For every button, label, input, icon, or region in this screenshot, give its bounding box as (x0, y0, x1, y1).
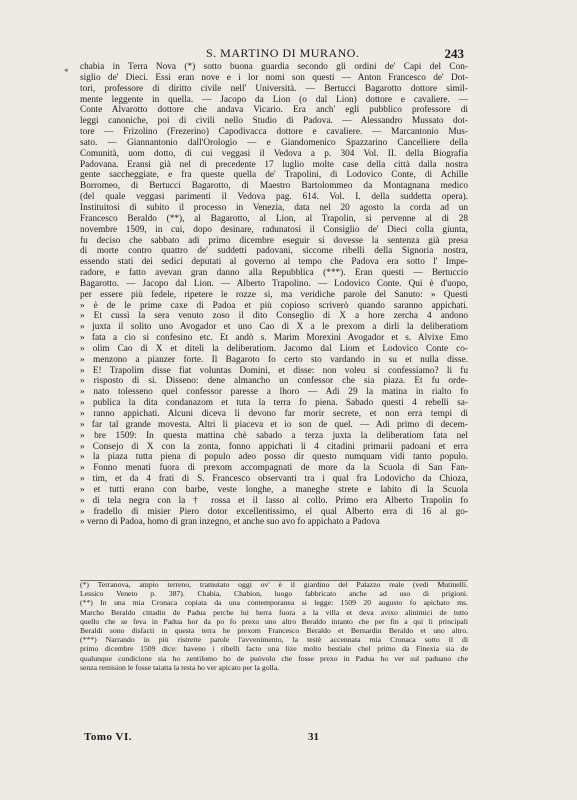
text-line: di morte contro quattro de' suddetti padovani, siccome ribelli della Signoria nostra, (80, 246, 468, 257)
text-line: tori, professore di diritto civile nell' Università. — Bertucci Bagarotto dottore simil- (80, 83, 468, 94)
page-header (96, 46, 464, 60)
text-line: » Fonno menati fuora di prexom accompagnati de more da la Scuola di San Fan- (80, 463, 468, 474)
text-line: » menzono a pianzer forte. Il Bagaroto fo certo sto vardando in su et nulla disse. (80, 354, 468, 365)
text-line: leggi canoniche, poi di civili nello Studio di Padova. — Alessandro Mussato dot- (80, 116, 468, 127)
text-line: Conte Alvarotto dottore che andava Vicario. Era anch' egli pubblico professore di (80, 105, 468, 116)
text-line: » verno di Padoa, homo di gran inzegno, et anche suo avo fo appichato a Padova (80, 517, 380, 528)
volume-label: Tomo VI. (84, 731, 133, 743)
text-line: essendo stati dei sedici deputati al governo al tempo che Padova era sotto l' Impe- (80, 257, 468, 268)
text-line: novembre 1509, in cui, dopo desinare, radunatosi il Consiglio de' Dieci colla giunta, (80, 224, 468, 235)
footnote-line: (*) Terranova, ampio terreno, tramutato oggi ov' è il giardino del Palazzo reale (vedi Mutinelli. (80, 580, 468, 589)
footnote-line: Beraldi sono disfacti in questa terra he prexom Francesco Beraldo et Bernardin Beraldo et uno altro. (80, 626, 468, 636)
text-line: » juxta il solito uno Avogador et uno Cao di X a le prexom a dirli la deliberatiom (80, 322, 468, 333)
footnote-line: qualunque condicione sia ho zentilomo ho de puòvolo che fosse prexo in Padua ho ver sul paduano che (80, 653, 468, 663)
text-line: (del quale veggasi parimenti il Vedova pag. 614. Vol. I. della suddetta opera). (80, 192, 468, 203)
footnote-line: (**) In una mia Cronaca copiata da una contemporanea si legge: 1509 20 augusto fo apichato ms. (80, 598, 468, 608)
text-line: chabia in Terra Nova (*) sotto buona guardia secondo gli ordini de' Capi del Con- (80, 62, 468, 72)
text-line: » far tal grande movesta. Altri li piaceva et io son de quel. — Adi primo di decem- (80, 419, 468, 430)
text-line: sato. — Giannantonio dall'Orologio — e Giandomenico Spazzarino Cancelliere della (80, 137, 468, 148)
text-line: » risposto di si. Disseno: dene almancho un confessor che sia piaza. Et fu orde- (80, 376, 468, 387)
text-line: » olim Cao di X et diteli la deliberatiom. Jacomo dal Liom et Lodovico Conte co- (80, 343, 468, 354)
text-line: » et tutti erano con barbe, veste longhe, a maneghe strete e labito di la Scuola (80, 484, 468, 495)
footnote-line: quello che se feva in Padua hor da po fo prexo uno altro Beraldo intanto che per fin a qui li principali (80, 616, 468, 626)
footnote-line: Lessico Veneto p. 387). Chabia, Chabion, luogo fabbricato anche ad uso di prigioni. (80, 589, 468, 599)
text-line: Comunità, uom dotto, di cui veggasi il Vedova a p. 304 Vol. II. della Biografia (80, 148, 468, 159)
text-line: tore — Frizolino (Frezerino) Capodivacca dottore e cavaliere. — Marcantonio Mus- (80, 127, 468, 138)
footnote-line: primo dicembre 1509 dice: haveno i ribelli facto una lize molto bestiale chel primo da Finexia sia de (80, 644, 468, 654)
text-line: » E! Trapolim disse fiat voluntas Domini, et disse: non voleu si confessiamo? li fu (80, 365, 468, 376)
text-line: » ranno appichati. Alcuni diceva li devono far morir secrete, et non erra tempi di (80, 409, 468, 419)
text-line: » Consejo di X con la zonta, fonno appichati li 4 citadini primarii padoani et erra (80, 441, 468, 452)
text-line: Instituitosi di subito il processo in Venezia, data nel 20 agosto la corda ad un (80, 202, 468, 213)
text-line: » nato tolesseno quel confessor paresse a lhoro — Adi 29 la matina in rialto fo (80, 387, 468, 398)
margin-mark: * (64, 67, 69, 77)
text-line: gente saccheggiate, e fra queste quella de' Trapolini, di Lodovico Conte, di Achille (80, 170, 468, 181)
running-title: S. MARTINO DI MURANO. (206, 46, 360, 60)
footnotes (80, 580, 468, 672)
text-line: » è de le prime caxe di Padoa et più copioso scriverò quando saranno appichati. (80, 300, 468, 311)
page-number: 243 (444, 46, 464, 61)
footnote-line: senza remision le fosse taiatta la testa ho ver apicato per la golla. (80, 662, 280, 672)
footnote-line: (***) Narrando in più ristrette parole l'avvenimento, la testè accennata mia Cronaca sotto il di (80, 635, 468, 645)
text-line: » la piaza tutta piena di populo adeo posso dir questo numquam vidi tanto populo. (80, 452, 468, 463)
text-line: Borromeo, di Bertucci Bagarotto, di Maestro Bartolommeo da Montagnana medico (80, 181, 468, 192)
main-text (80, 62, 468, 528)
text-line: mente leggente in quella. — Jacopo da Lion (o dal Lion) dottore e cavaliere. — (80, 94, 468, 105)
text-line: radore, e fatto avevan gran danno alla Repubblica (***). Eran questi — Bertuccio (80, 268, 468, 279)
text-line: » Et cussì la sera venuto zoso il dito Conseglio di X a hore zercha 4 andono (80, 311, 468, 322)
text-line: » publica la dita condanazom et tuta la terra fo piena. Sabado questi 4 rebelli sa- (80, 398, 468, 409)
text-line: Padovana. Eransi già nel di precedente 17 luglio molte case della città dalla nostra (80, 159, 468, 170)
signature-mark: 31 (308, 731, 319, 743)
footnote-line: Marcho Beraldo cittadin de Padua perche lui herra fuora a la villa et deva avixo alinimici de tutto (80, 607, 468, 617)
text-line: » di tela negra con la † rossa et il lasso al collo. Primo era Alberto Trapolin fo (80, 495, 468, 506)
text-line: siglio de' Dieci. Essi eran nove e i lor nomi son questi — Anton Francesco de' Dot- (80, 72, 468, 83)
text-line: Bagarotto. — Jacopo dal Lion. — Alberto Trapolino. — Lodovico Conte. Qui è d'uopo, (80, 278, 468, 289)
text-line: » fata a cio si confesino etc. Et andò s. Marim Morexini Avogador et s. Alvixe Emo (80, 333, 468, 344)
page-footer (84, 731, 468, 745)
text-line: Francesco Beraldo (**), al Bagarotto, al Lion, al Trapolin, si pervenne al di 28 (80, 213, 468, 224)
text-line: » fradello di misier Piero dotor excellentissimo, el qual Alberto erra di 16 al go- (80, 506, 468, 517)
text-line: per essere più fedele, ripetere le rozze sì, ma veridiche parole del Sanuto: » Questi (80, 289, 468, 300)
text-line: » bre 1509: In questa mattina chè sabado a terza juxta la deliberatiom fata nel (80, 430, 468, 441)
text-line: fu deciso che sabbato adi primo dicembre eseguir si dovesse la sentenza già presa (80, 235, 468, 246)
text-line: » tim, et da 4 frati di S. Francesco observanti tra i qual fra Lodovicho da Chioza, (80, 474, 468, 485)
